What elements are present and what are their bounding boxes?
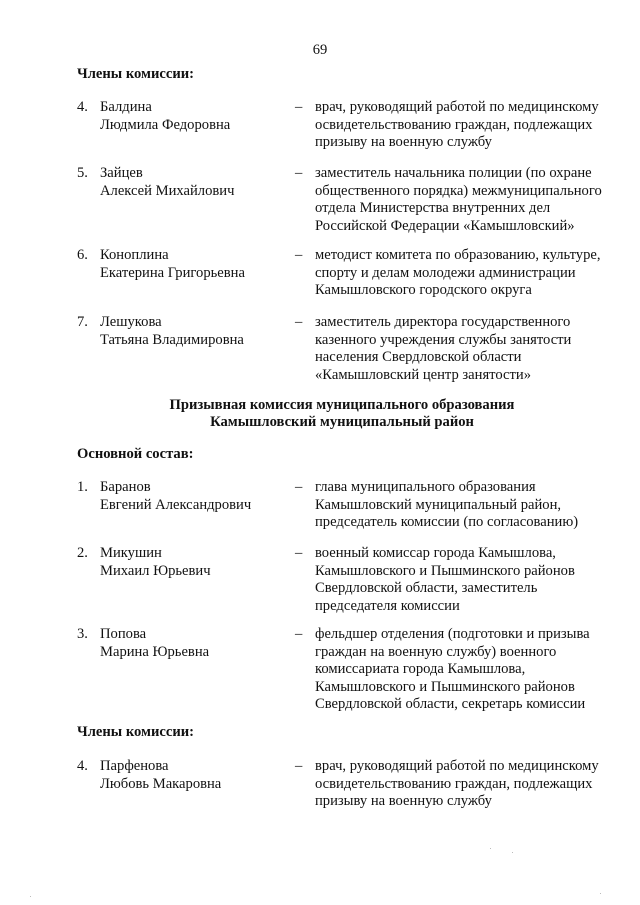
member-name: Попова Марина Юрьевна <box>100 626 210 660</box>
scan-speck <box>512 852 513 853</box>
scan-speck <box>600 893 601 894</box>
item-number: 3. <box>77 626 88 642</box>
item-number: 2. <box>77 545 88 561</box>
member-name: Зайцев Алексей Михайлович <box>100 165 235 199</box>
member-position: методист комитета по образованию, культуре, спорту и делам молодежи администрации Камышловского городского округа <box>315 247 601 298</box>
section-heading-members: Члены комиссии: <box>77 724 195 740</box>
member-position: военный комиссар города Камышлова, Камышловского и Пышминского районов Свердловской области, заместитель председателя комиссии <box>315 545 575 614</box>
list-item <box>77 165 622 245</box>
section-heading-members: Члены комиссии: <box>77 66 195 82</box>
member-name: Микушин Михаил Юрьевич <box>100 545 211 579</box>
member-name: Коноплина Екатерина Григорьевна <box>100 247 245 281</box>
dash: – <box>295 99 303 115</box>
page-number: 69 <box>312 42 328 58</box>
member-position: заместитель директора государственного казенного учреждения службы занятости населения Свердловской области «Камышловский центр занятости» <box>315 314 572 383</box>
scan-speck <box>30 896 31 897</box>
item-number: 4. <box>77 758 88 774</box>
dash: – <box>295 247 303 263</box>
member-position: фельдшер отделения (подготовки и призыва граждан на военную службу) военного комиссариата города Камышлова, Камышловского и Пышминского районов Свердловской области, секретарь комиссии <box>315 626 590 712</box>
member-position: глава муниципального образования Камышловский муниципальный район, председатель комиссии (по согласованию) <box>315 479 579 530</box>
item-number: 5. <box>77 165 88 181</box>
scan-speck <box>490 848 491 849</box>
dash: – <box>295 165 303 181</box>
commission-title-line-1: Призывная комиссия муниципального образования <box>169 397 515 413</box>
item-number: 6. <box>77 247 88 263</box>
list-item <box>77 314 622 394</box>
item-number: 4. <box>77 99 88 115</box>
section-heading-main: Основной состав: <box>77 446 194 462</box>
dash: – <box>295 314 303 330</box>
list-item <box>77 545 622 625</box>
dash: – <box>295 626 303 642</box>
list-item <box>77 626 622 722</box>
member-name: Парфенова Любовь Макаровна <box>100 758 222 792</box>
dash: – <box>295 758 303 774</box>
item-number: 7. <box>77 314 88 330</box>
member-name: Баранов Евгений Александрович <box>100 479 252 513</box>
commission-title-line-2: Камышловский муниципальный район <box>210 414 474 430</box>
dash: – <box>295 479 303 495</box>
member-name: Балдина Людмила Федоровна <box>100 99 231 133</box>
member-position: врач, руководящий работой по медицинскому освидетельствованию граждан, подлежащих призыву на военную службу <box>315 758 599 809</box>
member-position: врач, руководящий работой по медицинскому освидетельствованию граждан, подлежащих призыву на военную службу <box>315 99 599 150</box>
list-item <box>77 758 622 838</box>
dash: – <box>295 545 303 561</box>
member-name: Лешукова Татьяна Владимировна <box>100 314 244 348</box>
member-position: заместитель начальника полиции (по охране общественного порядка) межмуниципального отдела Министерства внутренних дел Российской Федерации «Камышловский» <box>315 165 602 234</box>
item-number: 1. <box>77 479 88 495</box>
